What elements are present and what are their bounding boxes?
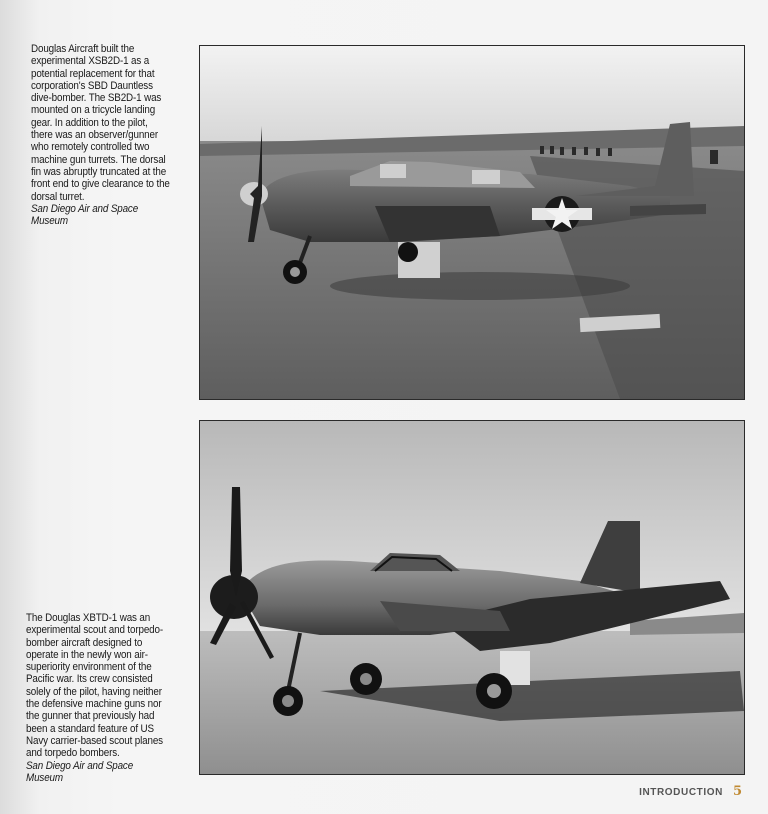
- photo-credit: San Diego Air and Space Museum: [31, 202, 139, 228]
- page-footer: [639, 784, 742, 799]
- photo-credit: San Diego Air and Space Museum: [26, 759, 134, 784]
- caption-body: The Douglas XBTD-1 was an experimental scout and torpedo-bomber aircraft designed to operate in the newly won air-superiority environment of the Pacific war. Its crew consisted solely of the pilot, having neither the defensive machine guns nor the gunner that previously had been a standard feature of US Navy carrier-based scout planes and torpedo bombers.: [26, 612, 163, 760]
- caption-body: Douglas Aircraft built the experimental XSB2D-1 as a potential replacement for that corporation's SBD Dauntless dive-bomber. The SB2D-1 was mounted on a tricycle landing gear. In addition to the pilot, there was an observer/gunner who remotely controlled two machine gun turrets. The dorsal fin was abruptly truncated at the front end to give clearance to the dorsal turret.: [31, 43, 170, 203]
- photo-xsb2d-1-image: [200, 46, 744, 399]
- photo-xbtd-1: [199, 420, 745, 775]
- page-number: 5: [732, 784, 742, 799]
- photo-xbtd-1-image: [200, 421, 744, 774]
- caption-xbtd-1: [26, 612, 166, 784]
- photo-xsb2d-1: [199, 45, 745, 400]
- caption-xsb2d-1: [31, 43, 171, 227]
- section-title: INTRODUCTION: [639, 787, 723, 798]
